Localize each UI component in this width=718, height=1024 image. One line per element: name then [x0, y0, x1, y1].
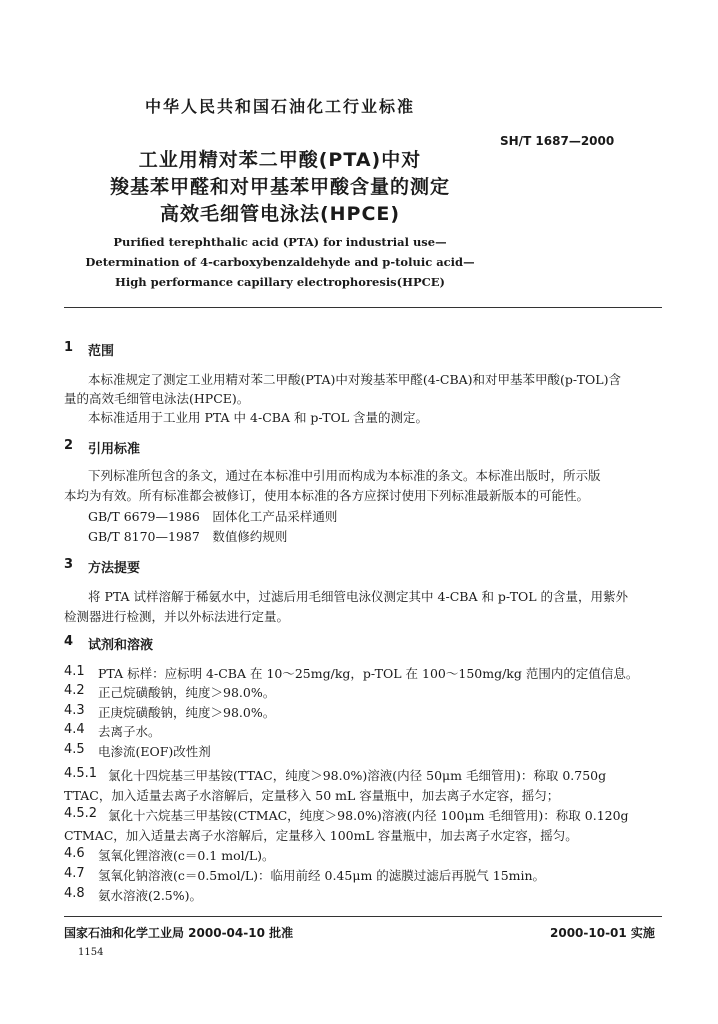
item-number: 4.3 — [64, 703, 85, 718]
item-text: 氨水溶液(2.5%)。 — [98, 888, 203, 903]
chinese-title-line-1: 工业用精对苯二甲酸(PTA)中对 — [138, 149, 422, 171]
english-title-line-2: Determination of 4-carboxybenzaldehyde and p-toluic acid— — [85, 255, 475, 269]
item-text: 正庚烷磺酸钠，纯度＞98.0%。 — [98, 705, 276, 720]
section-2-reference-1: GB/T 6679—1986 固体化工产品采样通则 — [88, 509, 338, 524]
item-text: PTA 标样：应标明 4-CBA 在 10～25mg/kg，p-TOL 在 100～150mg/kg 范围内的定值信息。 — [98, 666, 639, 681]
item-number: 4.1 — [64, 664, 85, 679]
item-text: 氯化十四烷基三甲基铵(TTAC，纯度＞98.0%)溶液(内径 50μm 毛细管用)：称取 0.750g — [108, 768, 607, 783]
effective-date: 2000-10-01 实施 — [550, 926, 655, 940]
section-1-para-1-line-2: 量的高效毛细管电泳法(HPCE)。 — [64, 391, 250, 406]
item-text: 电渗流(EOF)改性剂 — [98, 744, 211, 759]
footer-divider — [64, 916, 662, 917]
section-3-title: 方法提要 — [88, 561, 141, 576]
item-number: 4.2 — [64, 683, 85, 698]
section-1-number: 1 — [64, 340, 74, 355]
item-text-continued: CTMAC，加入适量去离子水溶解后，定量移入 100mL 容量瓶中，加去离子水定容，摇匀。 — [64, 828, 578, 843]
item-number: 4.4 — [64, 722, 85, 737]
chinese-title-line-2: 羧基苯甲醛和对甲基苯甲酸含量的测定 — [109, 176, 450, 198]
item-number: 4.8 — [64, 886, 85, 901]
section-3-para-line-1: 将 PTA 试样溶解于稀氨水中，过滤后用毛细管电泳仪测定其中 4-CBA 和 p-TOL 的含量，用紫外 — [88, 589, 629, 604]
item-text: 氢氧化钠溶液(c＝0.5mol/L)：临用前经 0.45μm 的滤膜过滤后再脱气 15min。 — [98, 868, 546, 883]
chinese-title-line-3: 高效毛细管电泳法(HPCE) — [159, 203, 401, 225]
item-number: 4.6 — [64, 846, 85, 861]
section-3-para-line-2: 检测器进行检测，并以外标法进行定量。 — [64, 609, 290, 624]
item-text-continued: TTAC，加入适量去离子水溶解后，定量移入 50 mL 容量瓶中，加去离子水定容，摇匀； — [64, 788, 560, 803]
section-2-title: 引用标准 — [88, 442, 141, 457]
section-3-number: 3 — [64, 557, 74, 572]
item-number: 4.5 — [64, 742, 85, 757]
english-title-line-3: High performance capillary electrophoresis(HPCE) — [115, 275, 445, 289]
approval-date: 国家石油和化学工业局 2000-04-10 批准 — [64, 926, 294, 940]
section-4-number: 4 — [64, 634, 74, 649]
item-text: 正己烷磺酸钠，纯度＞98.0%。 — [98, 685, 276, 700]
item-number: 4.5.2 — [64, 806, 98, 821]
item-number: 4.5.1 — [64, 766, 98, 781]
standard-code: SH/T 1687—2000 — [500, 134, 615, 148]
section-2-para-line-2: 本均为有效。所有标准都会被修订，使用本标准的各方应探讨使用下列标准最新版本的可能性。 — [64, 488, 590, 503]
item-text: 氢氧化锂溶液(c＝0.1 mol/L)。 — [98, 848, 275, 863]
issuing-organization: 中华人民共和国石油化工行业标准 — [144, 97, 415, 116]
section-2-reference-2: GB/T 8170—1987 数值修约规则 — [88, 529, 288, 544]
section-1-para-1-line-1: 本标准规定了测定工业用精对苯二甲酸(PTA)中对羧基苯甲醛(4-CBA)和对甲基苯甲酸(p-TOL)含 — [88, 372, 621, 387]
section-1-para-2: 本标准适用于工业用 PTA 中 4-CBA 和 p-TOL 含量的测定。 — [88, 410, 429, 425]
item-text: 去离子水。 — [98, 724, 161, 739]
item-text: 氯化十六烷基三甲基铵(CTMAC，纯度＞98.0%)溶液(内径 100μm 毛细管用)：称取 0.120g — [108, 808, 629, 823]
page-number: 1154 — [78, 947, 104, 958]
section-4-title: 试剂和溶液 — [88, 638, 154, 653]
section-1-title: 范围 — [88, 344, 115, 359]
section-2-para-line-1: 下列标准所包含的条文，通过在本标准中引用而构成为本标准的条文。本标准出版时，所示版 — [88, 468, 601, 483]
header-divider — [64, 307, 662, 308]
section-2-number: 2 — [64, 438, 74, 453]
english-title-line-1: Purified terephthalic acid (PTA) for industrial use— — [113, 235, 447, 249]
item-number: 4.7 — [64, 866, 85, 881]
